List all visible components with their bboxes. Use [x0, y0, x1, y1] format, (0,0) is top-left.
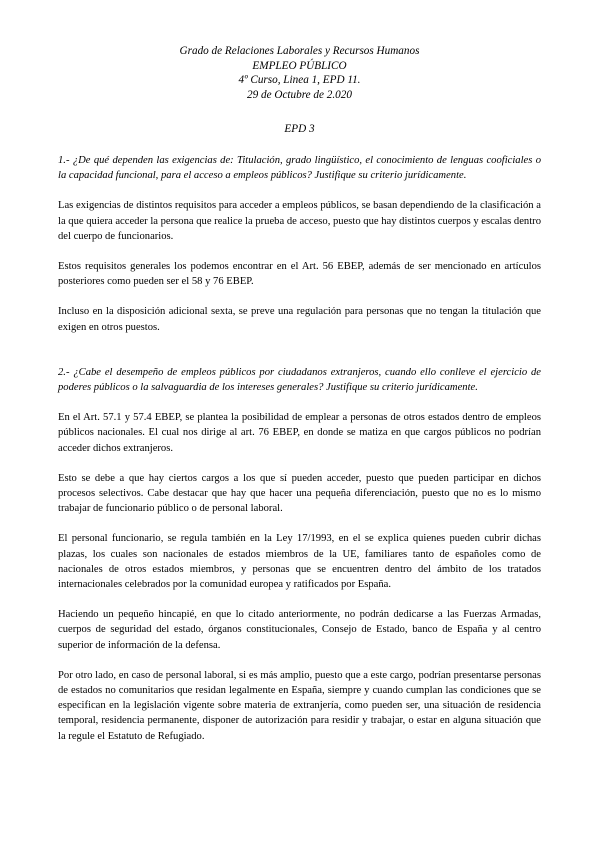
answer-2-paragraph-2: Esto se debe a que hay ciertos cargos a los que sí pueden acceder, puesto que pueden participar en dichos procesos selectivos. Cabe destacar que hay que hacer una pequeña diferenciación, puesto que no es lo mismo trabajar de funcionario público o de personal laboral.: [58, 472, 541, 515]
answer-1-paragraph-1: Las exigencias de distintos requisitos para acceder a empleos públicos, se basan dependiendo de la clasificación a la que quiera acceder la persona que realice la prueba de acceso, puesto que hay distintos cuerpos y escalas dentro del cuerpo de funcionarios.: [58, 200, 541, 242]
answer-1-paragraph-2: Estos requisitos generales los podemos encontrar en el Art. 56 EBEP, además de ser mencionado en artículos posteriores como pueden ser el 58 y 76 EBEP.: [58, 261, 541, 288]
answer-1-paragraph-3: Incluso en la disposición adicional sexta, se preve una regulación para personas que no tengan la titulación que exigen en otros puestos.: [58, 306, 541, 333]
header-subject: EMPLEO PÚBLICO: [252, 59, 347, 72]
question-1: 1.- ¿De qué dependen las exigencias de: Titulación, grado lingüístico, el conocimiento de lenguas cooficiales o la capacidad funcional, para el acceso a empleos públicos? Justifique su criterio jurídicamente.: [58, 155, 541, 182]
document-header: [58, 44, 541, 102]
header-date: 29 de Octubre de 2.020: [247, 88, 352, 101]
document-body: [58, 153, 541, 744]
answer-2-paragraph-5: Por otro lado, en caso de personal laboral, si es más amplio, puesto que a este cargo, podrían presentarse personas de estados no comunitarios que residan legalmente en España, siempre y cuando cumplan las condiciones que se especifican en la legislación vigente sobre materia de extranjería, como pueden ser, una situación de residencia temporal, residencia permanente, disponer de autorización para residir y trabajar, o estar en alguna situación que la regule el Estatuto de Refugiado.: [58, 669, 541, 742]
question-2: 2.- ¿Cabe el desempeño de empleos públicos por ciudadanos extranjeros, cuando ello conlleve el ejercicio de poderes públicos o la salvaguardia de los intereses generales? Justifique su criterio jurídicamente.: [58, 366, 541, 394]
header-course: 4º Curso, Linea 1, EPD 11.: [238, 74, 361, 87]
epd-title: EPD 3: [284, 123, 315, 135]
header-degree: Grado de Relaciones Laborales y Recursos Humanos: [179, 45, 420, 57]
answer-2-paragraph-4: Haciendo un pequeño hincapié, en que lo citado anteriormente, no podrán dedicarse a las Fuerzas Armadas, cuerpos de seguridad del estado, órganos constitucionales, Consejo de Estado, banco de España y al centro superior de información de la defensa.: [58, 609, 541, 651]
answer-2-paragraph-3: El personal funcionario, se regula también en la Ley 17/1993, en el se explica quienes pueden cubrir dichas plazas, los cuales son nacionales de estados miembros de la UE, familiares tanto de españoles como de nacionales de otros estados miembros, y personas que se encuentren dentro del ámbito de los tratados internacionales celebrados por la comunidad europea y ratificados por España.: [58, 533, 541, 591]
answer-2-paragraph-1: En el Art. 57.1 y 57.4 EBEP, se plantea la posibilidad de emplear a personas de otros estados dentro de empleos públicos nacionales. El cual nos dirige al art. 76 EBEP, en donde se matiza en que cargos públicos no podrían acceder dichos extranjeros.: [58, 412, 541, 454]
